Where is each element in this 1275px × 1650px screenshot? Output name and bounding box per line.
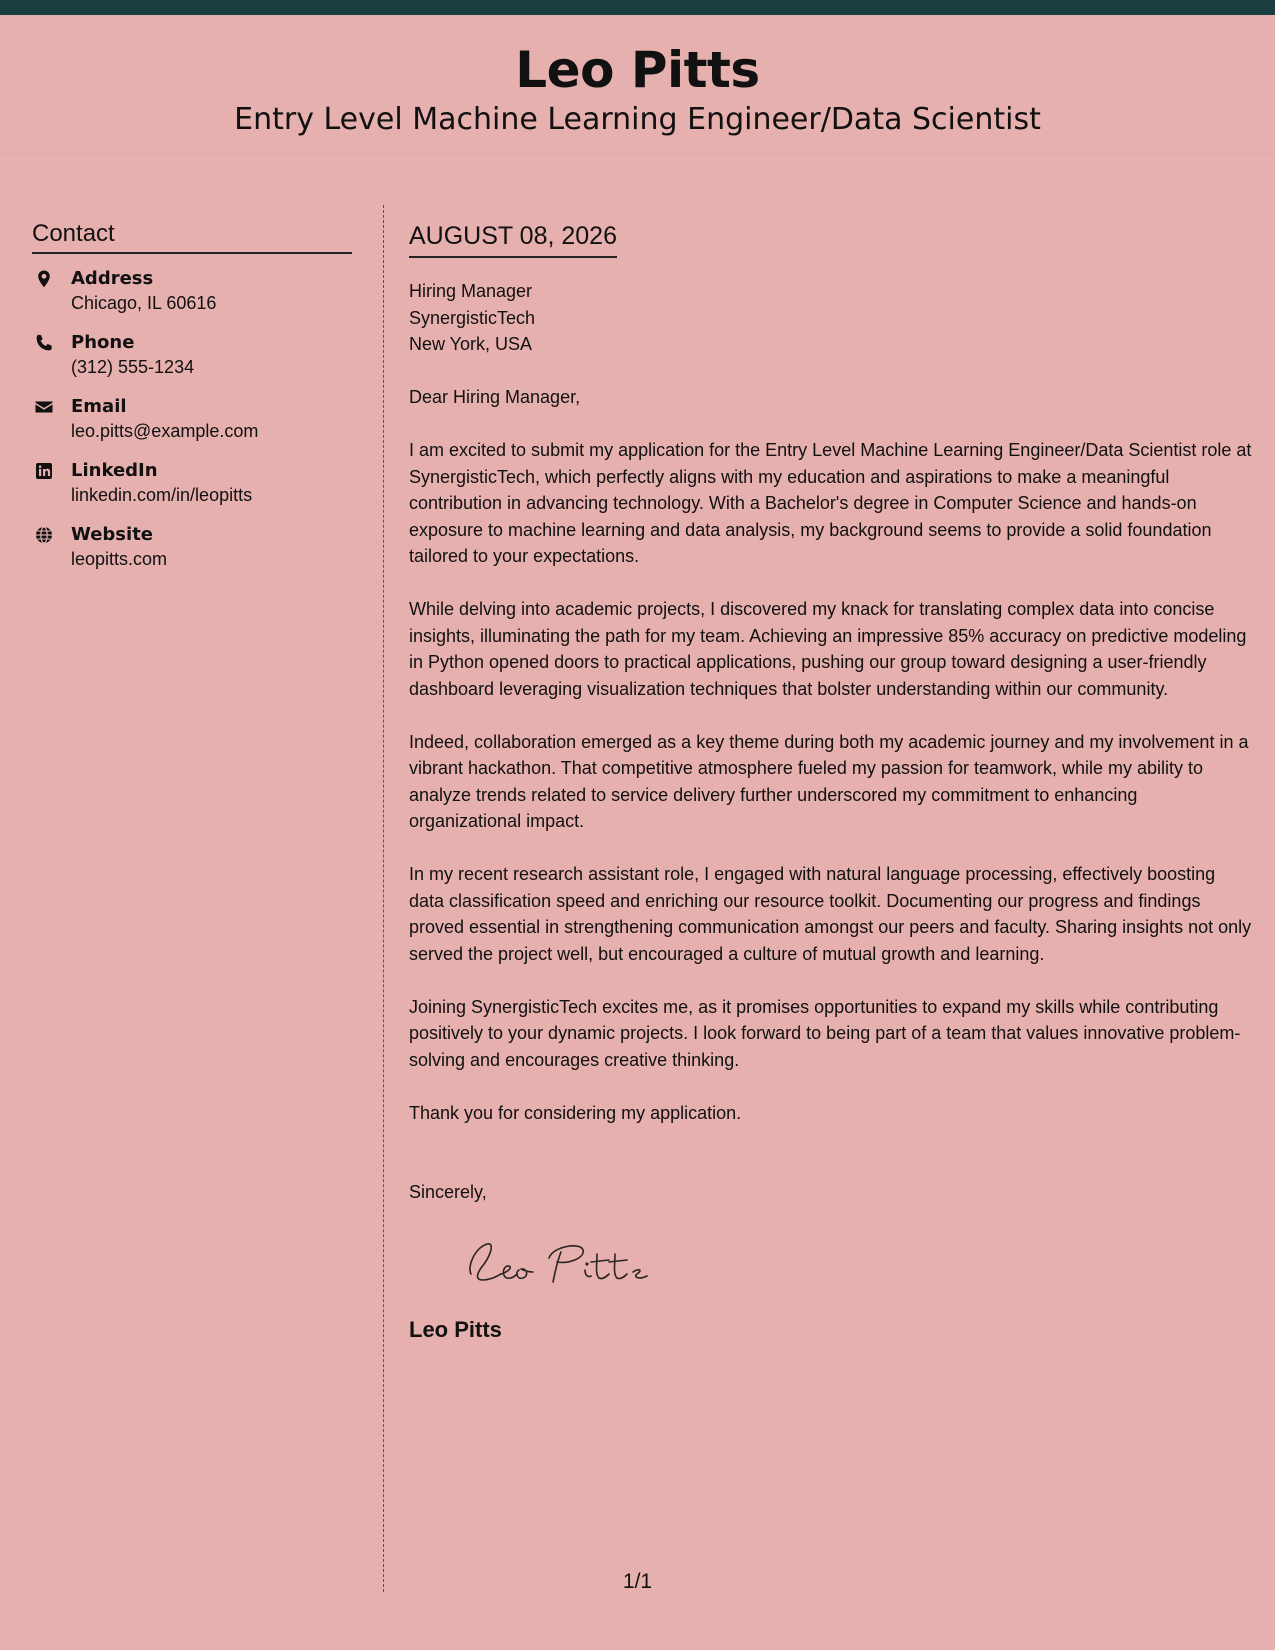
column-divider [383, 205, 384, 1592]
contact-label: Email [71, 396, 127, 417]
applicant-name: Leo Pitts [515, 41, 760, 99]
contact-label: LinkedIn [71, 460, 158, 481]
body-paragraph: Joining SynergisticTech excites me, as it promises opportunities to expand my skills while contributing positively to your dynamic projects. I look forward to being part of a team that values innovative problem-solving and encourages creative thinking. [409, 996, 1241, 1070]
recipient-line: New York, USA [409, 334, 533, 354]
contact-item-website [32, 522, 352, 572]
envelope-icon [34, 397, 54, 417]
body-paragraph: Indeed, collaboration emerged as a key theme during both my academic journey and my involvement in a vibrant hackathon. That competitive atmosphere fueled my passion for teamwork, while my ability to analyze trends related to service delivery further underscored my commitment to enhancing organizational impact. [409, 731, 1249, 831]
email-value: leo.pitts@example.com [71, 421, 259, 441]
contact-item-email [32, 394, 352, 444]
phone-value: (312) 555-1234 [71, 357, 195, 377]
contact-item-linkedin [32, 458, 352, 508]
contact-sidebar [32, 220, 352, 586]
contact-label: Website [71, 524, 154, 545]
body-paragraph: While delving into academic projects, I discovered my knack for translating complex data into concise insights, illuminating the path for my team. Achieving an impressive 85% accuracy on predictive modeling in Python opened doors to practical applications, pushing our group toward designing a user-friendly dashboard leveraging visualization techniques that bolster understanding within our community. [409, 599, 1247, 699]
globe-icon [34, 525, 54, 545]
linkedin-value: linkedin.com/in/leopitts [71, 485, 253, 505]
address-value: Chicago, IL 60616 [71, 293, 217, 313]
contact-label: Address [71, 268, 154, 289]
linkedin-icon [34, 461, 54, 481]
body-paragraph: I am excited to submit my application for the Entry Level Machine Learning Engineer/Data Scientist role at SynergisticTech, which perfectly aligns with my education and aspirations to make a meaningful contribution in advancing technology. With a Bachelor's degree in Computer Science and hands-on exposure to machine learning and data analysis, my background seems to provide a solid foundation tailored to your expectations. [409, 440, 1252, 566]
recipient-line: SynergisticTech [409, 307, 536, 328]
contact-item-address [32, 266, 352, 316]
job-title: Entry Level Machine Learning Engineer/Data Scientist [234, 102, 1041, 137]
website-value: leopitts.com [71, 549, 168, 569]
signer-name: Leo Pitts [409, 1317, 502, 1342]
body-paragraph: Thank you for considering my application. [409, 1102, 742, 1123]
recipient-block [409, 278, 1254, 358]
resume-header [0, 15, 1275, 154]
closing: Sincerely, [409, 1182, 487, 1202]
contact-label: Phone [71, 332, 135, 353]
salutation: Dear Hiring Manager, [409, 387, 581, 407]
handwritten-signature [457, 1228, 697, 1298]
contact-heading: Contact [32, 220, 352, 254]
contact-item-phone [32, 330, 352, 380]
page-number: 1/1 [622, 1570, 653, 1593]
map-pin-icon [34, 269, 54, 289]
top-accent-bar [0, 0, 1275, 15]
phone-icon [34, 333, 54, 353]
letter-date: AUGUST 08, 2026 [409, 220, 617, 258]
recipient-line: Hiring Manager [409, 281, 533, 301]
letter-body [409, 220, 1254, 1344]
body-paragraph: In my recent research assistant role, I engaged with natural language processing, effectively boosting data classification speed and enriching our resource toolkit. Documenting our progress and findings proved essential in strengthening communication amongst our peers and faculty. Sharing insights not only served the project well, but encouraged a culture of mutual growth and learning. [409, 864, 1252, 964]
